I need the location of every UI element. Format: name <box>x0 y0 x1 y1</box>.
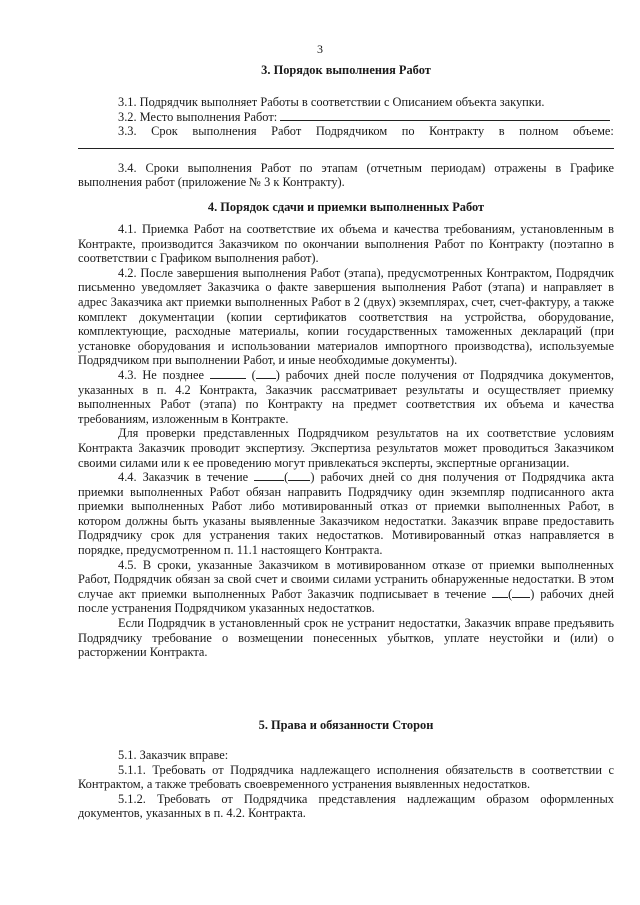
clause-3-3-word: в <box>498 124 505 139</box>
days-blank-words <box>492 597 508 598</box>
clause-5-1-1: 5.1.1. Требовать от Подрядчика надлежащего исполнения обязательств в соответствии с Контрактом, а также требовать своевременного устранения выявленных недостатков. <box>78 762 614 792</box>
days-blank-digits <box>288 480 310 481</box>
clause-3-3-word: объеме: <box>572 124 614 139</box>
section-5-body <box>78 748 614 821</box>
clause-4-3-rest: ) рабочих дней после получения от Подрядчика документов, указанных в п. 4.2 Контракта, Заказчик рассматривает результаты и осуществляет приемку выполненных Работ (этапа) по Контракту на предмет соответствия их объема и качества требованиям, изложенным в Контракте. <box>78 367 614 426</box>
expertise-paragraph: Для проверки представленных Подрядчиком результатов на их соответствие условиям Контракта Заказчик проводит экспертизу. Экспертиза результатов может проводиться Заказчиком своими силами или к ее проведению могут привлекаться эксперты, экспертные организации. <box>78 426 614 470</box>
clause-4-5-lead: 4.5. В сроки, указанные Заказчиком в мотивированном отказе от приемки выполненных Работ, Подрядчик обязан за свой счет и своими силами устранить обнаруженные недостатки. В этом случае акт приемки выполненных Работ Заказчик подписывает в течение <box>78 557 614 601</box>
days-blank-digits <box>256 378 276 379</box>
clause-4-4 <box>78 470 614 558</box>
clause-4-4-lead: 4.4. Заказчик в течение <box>118 470 249 485</box>
clause-3-3-word: по <box>401 124 415 139</box>
place-blank-line <box>280 120 610 121</box>
clause-3-2 <box>78 110 614 125</box>
clause-3-1: 3.1. Подрядчик выполняет Работы в соответствии с Описанием объекта закупки. <box>118 95 545 109</box>
clause-4-3 <box>78 368 614 426</box>
section-4-body <box>78 222 614 660</box>
section-4-heading <box>78 200 614 215</box>
clause-3-3 <box>78 124 614 139</box>
clause-3-2-text: 3.2. Место выполнения Работ: <box>118 109 278 124</box>
clause-3-4: 3.4. Сроки выполнения Работ по этапам (отчетным периодам) отражены в Графике выполнения работ (приложение № 3 к Контракту). <box>78 160 614 190</box>
clause-5-1-2: 5.1.2. Требовать от Подрядчика представления надлежащим образом оформленных документов, указанных в п. 4.2. Контракта. <box>78 791 614 821</box>
section-5-title: 5. Права и обязанности Сторон <box>258 718 434 732</box>
section-4-title: 4. Порядок сдачи и приемки выполненных Работ <box>207 200 485 214</box>
clause-4-4-rest: ) рабочих дней со дня получения от Подрядчика акта приемки выполненных Работ обязан направить Подрядчику один экземпляр подписанного акта приемки выполненных Работ либо мотивированный отказ от приемки выполненных Работ, в котором должны быть указаны выявленные Заказчиком недостатки. Заказчик вправе предоставить Подрядчику срок для устранения таких недостатков. Мотивированный отказ направляется в порядке, предусмотренном п. 11.1 настоящего Контракта. <box>78 470 614 558</box>
clause-4-2: 4.2. После завершения выполнения Работ (этапа), предусмотренных Контрактом, Подрядчик письменно уведомляет Заказчика о факте завершения выполнения Работ (этапа) и направляет в адрес Заказчика акт приемки выполненных Работ в 2 (двух) экземплярах, счет, счет-фактуру, а также комплект документации (копии сертификатов соответствия на устройства, оборудование, комплектующие, расходные материалы, копии государственных таможенных деклараций (при установке оборудования и использовании материалов импортного производства), используемые Подрядчиком при выполнении Работ, и иные необходимые документы). <box>78 265 614 368</box>
clause-5-1: 5.1. Заказчик вправе: <box>118 748 229 762</box>
clause-3-3-word: полном <box>519 124 559 139</box>
clause-3-3-word: Подрядчиком <box>315 124 388 139</box>
section-3 <box>78 63 614 78</box>
days-blank-digits <box>512 597 530 598</box>
clause-3-3-word: Срок <box>151 124 178 139</box>
failure-paragraph: Если Подрядчик в установленный срок не устранит недостатки, Заказчик вправе предъявить Подрядчику требование о возмещении понесенных убытков, уплате неустойки и (или) о расторжении Контракта. <box>78 616 614 660</box>
clause-4-3-lead: 4.3. Не позднее <box>118 367 205 382</box>
clause-3-3-word: Контракту <box>429 124 485 139</box>
clause-4-1: 4.1. Приемка Работ на соответствие их объема и качества требованиям, установленным в Контракте, производится Заказчиком по окончании выполнения Работ по Контракту (поэтапно в соответствии с Графиком выполнения работ). <box>78 222 614 266</box>
days-blank-words <box>210 378 246 379</box>
clause-3-3-word: выполнения <box>192 124 257 139</box>
clause-4-5 <box>78 558 614 616</box>
clause-3-3-word: Работ <box>271 124 302 139</box>
paren-open: ( <box>251 367 256 382</box>
paren-open: ( <box>284 470 289 485</box>
term-blank-line <box>78 139 614 149</box>
clause-4-5-rest: ) рабочих дней после устранения Подрядчиком указанных недостатков. <box>78 586 614 616</box>
paren-open: ( <box>508 586 513 601</box>
clause-3-3-word: 3.3. <box>118 124 137 139</box>
section-3-body <box>78 95 614 190</box>
days-blank-words <box>254 480 284 481</box>
section-5-heading <box>78 718 614 733</box>
section-3-title: 3. Порядок выполнения Работ <box>261 63 431 77</box>
page-number: 3 <box>317 42 323 56</box>
